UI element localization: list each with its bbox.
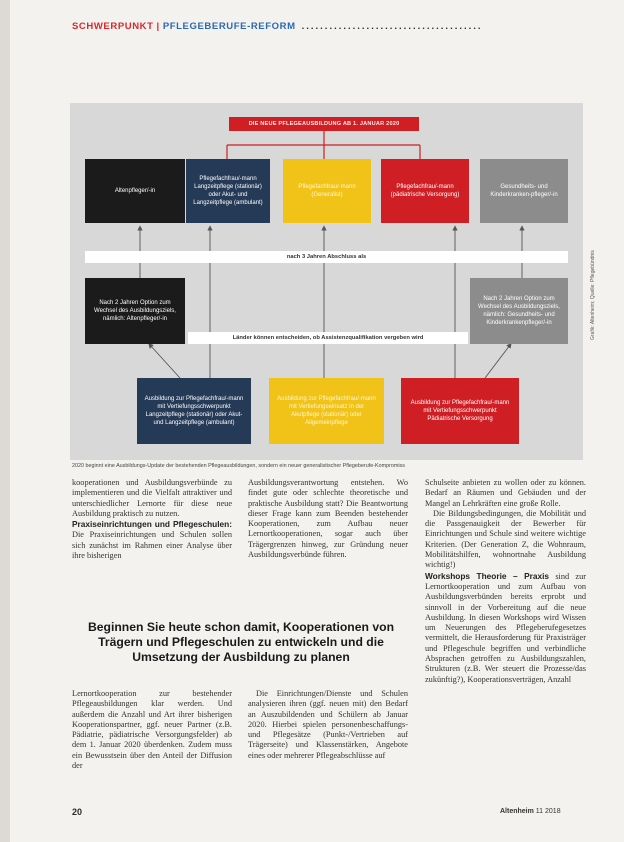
section-header: [72, 21, 612, 35]
column-3-paragraph-1: Schulseite anbieten zu wollen oder zu können. Bedarf an Räumen und Gebäuden und der Mangel an Lehrkräften eine große Rolle.: [425, 478, 586, 508]
column-1-bottom: [72, 689, 232, 801]
page-number: 20: [72, 807, 83, 817]
box-option-right: Nach 2 Jahren Option zum Wechsel des Ausbildungsziels, nämlich: Gesundheits- und Kinderkrankenpfleger/-in: [470, 278, 568, 344]
section-label: SCHWERPUNKT: [72, 21, 154, 32]
column-3-paragraph-2: Die Bildungsbedingungen, die Mobilität und die Passgenauigkeit der Bewerber für Einrichtungen und Schule sind weitere wichtige Kriterien. (Der Generation Z, die Wohnraum, Mobilitätshilfen, wohnortnahe Ausbildung wichtig!): [425, 508, 586, 570]
box-option-left: Nach 2 Jahren Option zum Wechsel des Ausbildungsziels, nämlich: Altenpfleger/-in: [85, 278, 185, 344]
column-1-bottom-paragraph: Lernortkooperation zur bestehender Pflegeausbildungen klar werden. Und außerdem die Anzahl und Art ihrer bisherigen Kooperationspartner, ggf. neuer Partner (z.B. Pädiatrie, pädiatrische Versorgungsfelder) ab dem 1. Januar 2020 überdenken. Zudem muss ein Bewusstsein über den Anteil der Diffusion der: [72, 689, 232, 771]
strip-three-years: nach 3 Jahren Abschluss als: [85, 251, 568, 263]
column-1-paragraph: kooperationen und Ausbildungsverbünde zu implementieren und die Vielfalt attraktiver und unterschiedlicher Lernorte für diese neue Ausbildung praktisch zu nutzen.: [72, 478, 232, 518]
box-pflegefachfrau-paediatrie: Pflegefachfrau/-mann (pädiatrische Versorgung): [381, 159, 469, 223]
column-1-subheading: Praxiseinrichtungen und Pflegeschulen:: [72, 519, 232, 530]
column-3: [425, 478, 586, 800]
box-pflegefachfrau-generalist: Pflegefachfrau/-mann (Generalist): [283, 159, 371, 223]
column-2-bottom-paragraph: Die Einrichtungen/Dienste und Schulen analysieren ihren (ggf. neuen mit) den Bedarf an Auszubildenden und Schülern ab Januar 2020. Hierbei spielen personenbeschaffungs- und Pflegesätze (Punkt-/Vertrieben auf Trägerseite) und Klassenstärken, Angebote eines oder mehrerer Pflegeabschlüsse auf: [248, 689, 408, 760]
training-diagram: [70, 103, 583, 460]
strip-laender: Länder können entscheiden, ob Assistenzqualifikation vergeben wird: [188, 332, 468, 344]
column-3-subsection: [425, 571, 586, 685]
diagram-banner: DIE NEUE PFLEGEAUSBILDUNG AB 1. JANUAR 2020: [229, 117, 419, 131]
column-2-paragraph: Ausbildungsverantwortung entstehen. Wo findet gute oder schlechte theoretische und praktische Ausbildung statt? Die Beantwortung dieser Frage kann zum Beenden bestehender Kooperationen, zum Aufbau neuer Lernortkooperationen, sogar auch über Trägergrenzen hinweg, zur Gründung neuer Ausbildungsverbünde führen.: [248, 478, 408, 560]
column-1-subsection-text: Die Praxiseinrichtungen und Schulen sollen sich zunächst im Rahmen einer Analyse über ihre bisherigen: [72, 530, 232, 561]
magazine-issue: 11 2018: [535, 808, 561, 815]
box-bottom-langzeit: Ausbildung zur Pflegefachfrau/-mann mit Vertiefungsschwerpunkt Langzeitpflege (stationär) oder Akut- und Langzeitpflege (ambulant): [137, 378, 251, 444]
column-1-subsection: [72, 519, 232, 561]
box-bottom-paediatrie: Ausbildung zur Pflegefachfrau/-mann mit Vertiefungsschwerpunkt Pädiatrische Versorgung: [401, 378, 519, 444]
column-2-bottom: [248, 689, 408, 801]
header-separator: |: [156, 21, 160, 32]
image-credit: Grafik: Altenheim; Quelle: Pflegebündnis: [590, 250, 596, 340]
column-2-top: [248, 478, 408, 614]
box-kinderkrankenpfleger: Gesundheits- und Kinderkranken-pfleger/-in: [480, 159, 568, 223]
magazine-footer: [500, 808, 561, 815]
box-bottom-generalist: Ausbildung zur Pflegefachfrau/-mann mit Vertiefungseinsatz in der Akutpflege (stationär) oder Allgemeinpflege: [269, 378, 384, 444]
magazine-name: Altenheim: [500, 808, 534, 815]
pull-quote: Beginnen Sie heute schon damit, Kooperationen von Trägern und Pflegeschulen zu entwickeln und die Umsetzung der Ausbildung zu planen: [87, 620, 395, 664]
topic-label: PFLEGEBERUFE-REFORM: [162, 21, 296, 32]
column-1-top: [72, 478, 232, 622]
page-edge: [0, 0, 10, 842]
column-3-subheading: Workshops Theorie – Praxis: [425, 570, 550, 581]
box-altenpfleger: Altenpfleger/-in: [85, 159, 185, 223]
column-3-subsection-text: sind zur Lernortkooperation und zum Aufbau von Ausbildungsverbünden bereits erprobt und sinnvoll in der Vorbereitung auf die neue Ausbildung. In diesen Workshops wird Wissen um Neuerungen des Pflegeberufegesetzes vermittelt, die Herausforderung für Praxisträger und Pflegeschule begriffen und verbindliche Absprachen getroffen zu Ausbildungszahlen, Strukturen (z.B. Wer steuert die Prozesse/das zukünftig?), Kooperationsverträgen, Anzahl: [425, 571, 586, 684]
box-pflegefachfrau-langzeit: Pflegefachfrau/-mann Langzeitpflege (stationär) oder Akut- und Langzeitpflege (ambulant): [186, 159, 270, 223]
diagram-caption: 2020 beginnt eine Ausbildungs-Update der bestehenden Pflegeausbildungen, sondern ein neuer generalistischer Pflegeberufe-Kompromiss: [72, 463, 405, 469]
header-dots: .......................................: [301, 21, 483, 32]
